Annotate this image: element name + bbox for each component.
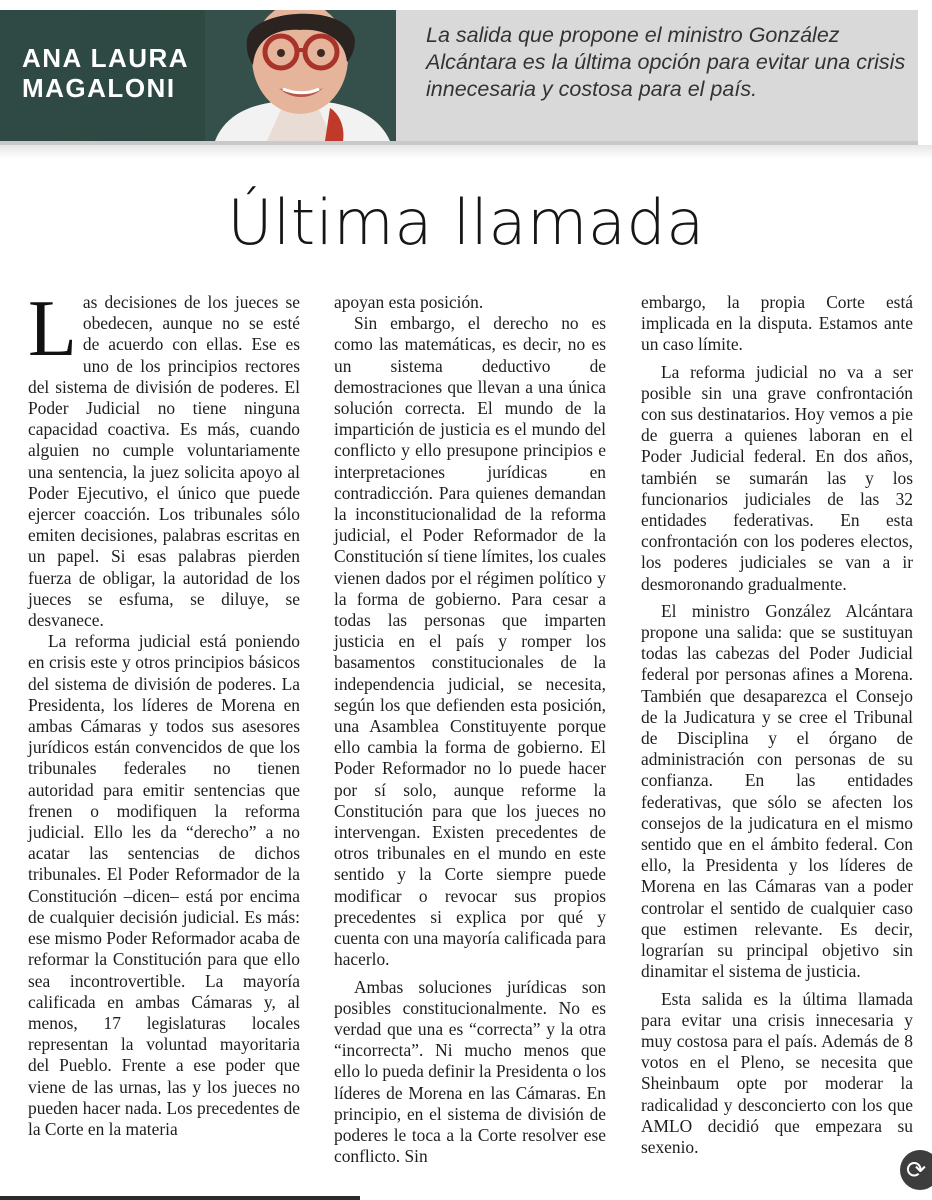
paragraph: La reforma judicial está poniendo en crisis este y otros principios básicos del sistema de división de poderes. La Presidenta, los líderes de Morena en ambas Cámaras y todos sus asesores jurídicos están convencidos de que los tribunales federales no tienen autoridad para emitir sentencias que frenen o modifiquen la reforma judicial. Ello les da “derecho” a no acatar las sentencias de dichos tribunales. El Poder Reformador de la Constitución –dicen– está por encima de cualquier decisión judicial. Es más: ese mismo Poder Reformador acaba de reformar la Constitución para que ello sea incontrovertible. La mayoría calificada en ambas Cámaras y, al menos, 17 legislaturas locales representan la voluntad mayoritaria del Pueblo. Frente a ese poder que viene de las urnas, las y los jueces no pueden hacer nada. Los precedentes de la Corte en la materia — [28, 631, 300, 1139]
paragraph: Sin embargo, el derecho no es como las matemáticas, es decir, no es un sistema deductivo de demostraciones que llevan a una única solución correcta. El mundo de la impartición de justicia es el mundo del conflicto y ello presupone principios e interpretaciones jurídicas en contradicción. Para quienes demandan la inconstitucionalidad de la reforma judicial, el Poder Reformador de la Constitución sí tiene límites, los cuales vienen dados por el régimen político y la forma de gobierno. Para cesar a todas las personas que imparten justicia en el país y romper los basamentos constitucionales de la independencia judicial, se necesita, según los que defienden esta posición, una Asamblea Constituyente porque ello cambia la forma de gobierno. El Poder Reformador no lo puede hacer por sí solo, aunque reforme la Constitución para que los jueces no intervengan. Existen precedentes de otros tribunales en el mundo en este sentido y la Corte siempre puede modificar o revocar sus propios precedentes si explica por qué y cuenta con una mayoría calificada para hacerlo. — [334, 313, 606, 970]
author-banner — [0, 10, 396, 141]
article-column-3 — [641, 292, 913, 1158]
paragraph: Ambas soluciones jurídicas son posibles constitucionalmente. No es verdad que una es “correcta” y la otra “incorrecta”. Ni mucho menos que ello lo pueda definir la Presidenta o los líderes de Morena en las Cámaras. En principio, en el sistema de división de poderes le toca a la Corte resolver ese conflicto. Sin — [334, 976, 606, 1167]
pull-quote: La salida que propone el ministro González Alcántara es la última opción para evitar una crisis innecesaria y costosa para el país. — [426, 23, 906, 101]
column-header — [0, 10, 918, 145]
paragraph: apoyan esta posición. — [334, 292, 484, 312]
paragraph: Esta salida es la última llamada para evitar una crisis innecesaria y muy costosa para el país. Además de 8 votos en el Pleno, se necesita que Sheinbaum opte por moderar la radicalidad y desconcierto con los que AMLO decidió que empezara su sexenio. — [641, 988, 913, 1157]
header-shadow — [0, 145, 932, 159]
paragraph: Las decisiones de los jueces se obedecen, aunque no se esté de acuerdo con ellas. Ese es uno de los principios rectores del sistema de división de poderes. El Poder Judicial no tiene ninguna capacidad coactiva. Es más, cuando alguien no cumple voluntariamente una sentencia, la juez solicita apoyo al Poder Ejecutivo, el único que puede ejercer coacción. Los tribunales sólo emiten decisiones, palabras escritas en un papel. Si esas palabras pierden fuerza de obligar, la autoridad de los jueces se esfuma, se diluye, se desvanece. — [28, 285, 300, 631]
paragraph: El ministro González Alcántara propone una salida: que se sustituyan todas las cabezas del Poder Judicial federal por personas afines a Morena. También que desaparezca el Consejo de la Judicatura y se cree el Tribunal de Disciplina y el órgano de administración con personas de su confianza. En las entidades federativas, que sólo se afecten los consejos de la judicatura en el mismo sentido que en el ámbito federal. Con ello, la Presidenta y los líderes de Morena en las Cámaras van a poder controlar el sentido de cualquier caso que estimen relevante. Es decir, lograrían su principal objetivo sin dinamitar el sistema de justicia. — [641, 600, 913, 982]
article-column-2 — [334, 292, 606, 1167]
paragraph: La reforma judicial no va a ser posible sin una grave confrontación con sus destinatarios. Hoy vemos a pie de guerra a quienes laboran en el Poder Judicial federal. En dos años, también se sumarán las y los funcionarios judiciales de las 32 entidades federativas. En esta confrontación con los poderes electos, los poderes judiciales se van a ir desmoronando gradualmente. — [641, 361, 913, 594]
drop-cap: L — [28, 285, 77, 373]
paragraph: embargo, la propia Corte está implicada en la disputa. Estamos ante un caso límite. — [641, 292, 913, 355]
article-column-1 — [28, 285, 300, 1140]
author-name — [22, 43, 212, 103]
reload-icon[interactable]: ⟳ — [900, 1150, 932, 1190]
author-portrait — [205, 10, 396, 141]
scroll-indicator[interactable] — [0, 1196, 360, 1200]
author-name-line1: ANA LAURA — [22, 43, 190, 73]
article-title: Última llamada — [227, 186, 705, 259]
author-name-line2: MAGALONI — [22, 73, 176, 103]
